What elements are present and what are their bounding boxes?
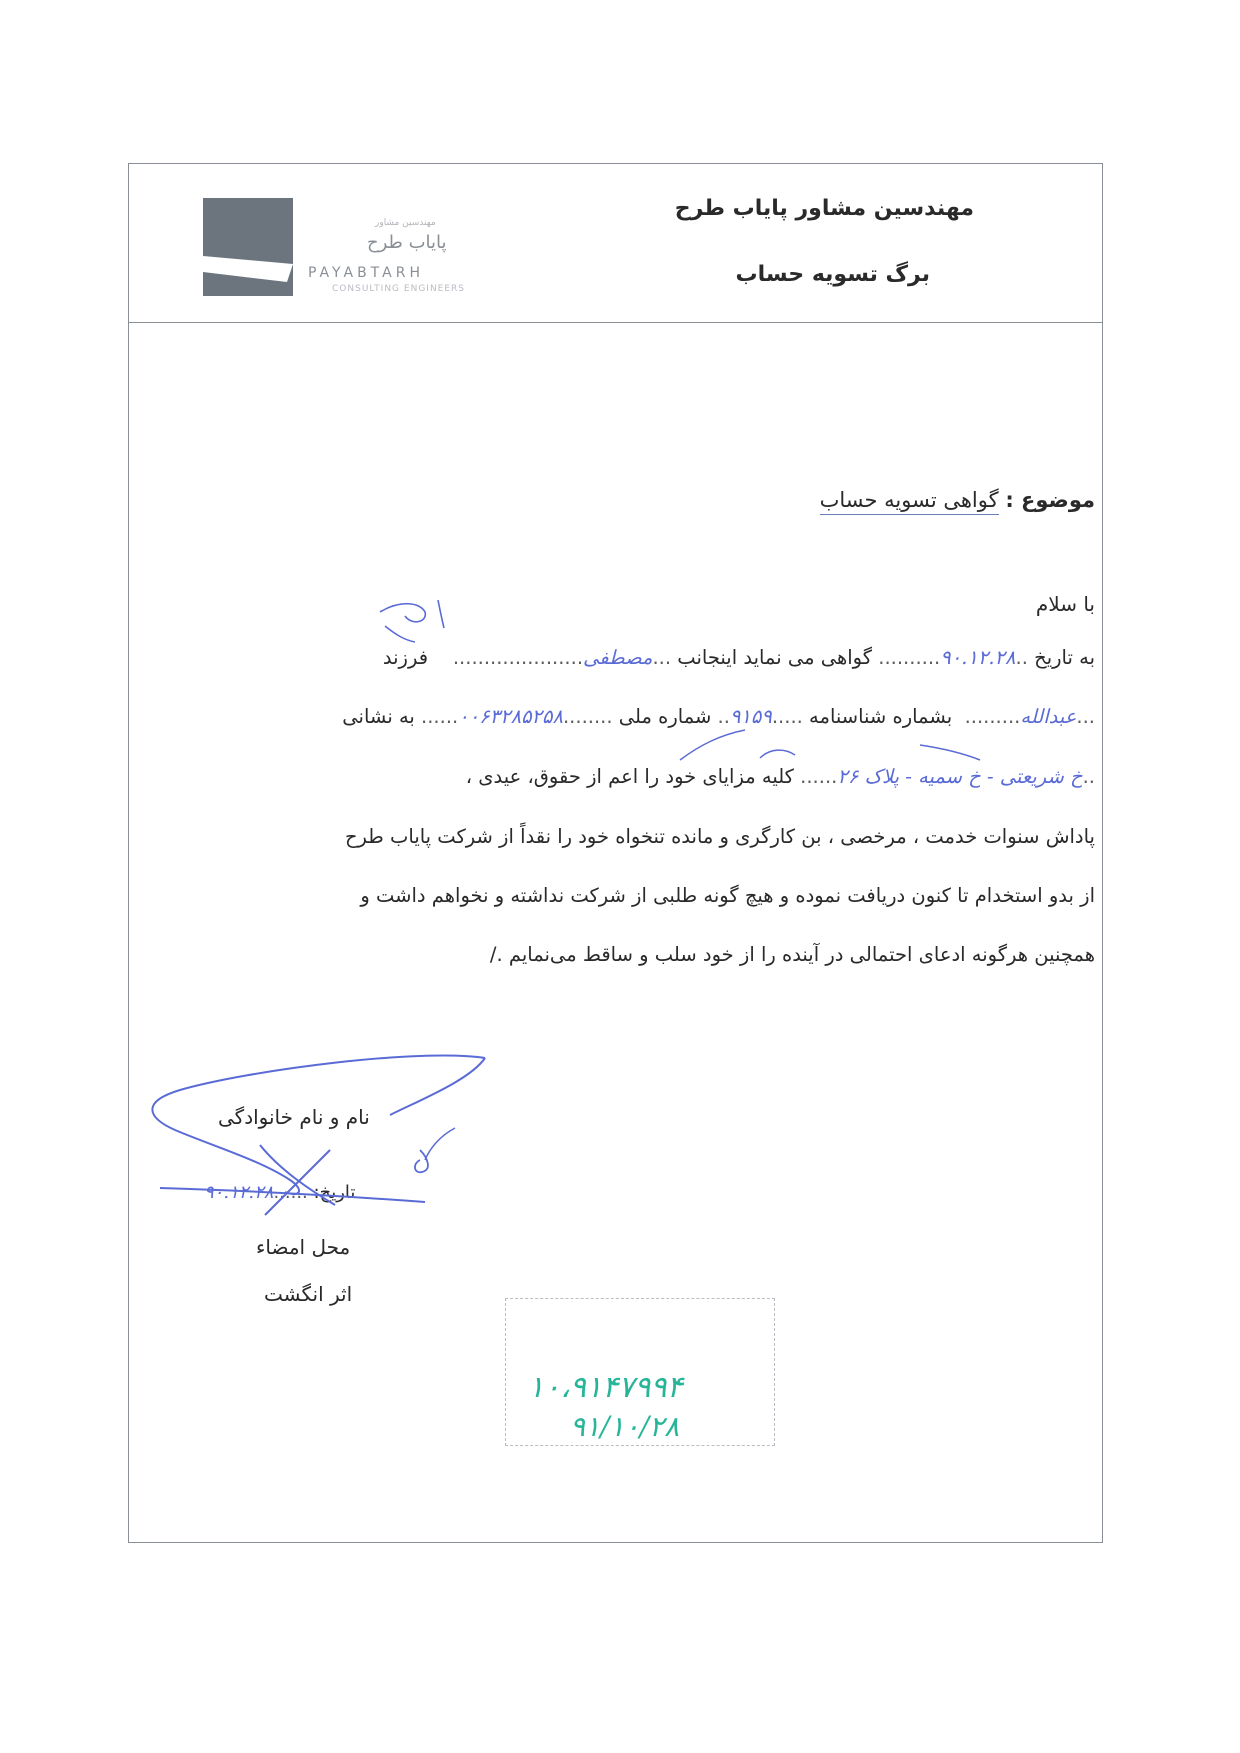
dots: ..................... [452, 646, 584, 669]
dots: ...... [273, 1182, 308, 1203]
stamp-number: ۱۰،۹۱۴۷۹۹۴ [528, 1370, 683, 1405]
dots: .. [717, 705, 730, 728]
handwritten-name: مصطفی [583, 646, 653, 669]
dots: .. [1082, 765, 1095, 788]
text: به نشانی [342, 705, 415, 728]
dots: ..... [771, 705, 803, 728]
subject-value: گواهی تسویه حساب [820, 488, 999, 515]
body-line-6: همچنین هرگونه ادعای احتمالی در آینده را از خود سلب و ساقط می‌نمایم ./ [489, 943, 1095, 966]
text: کلیه مزایای خود را اعم از حقوق، عیدی ، [465, 765, 794, 788]
body-line-5: از بدو استخدام تا کنون دریافت نموده و هیچ گونه طلبی از شرکت نداشته و نخواهم داشت و [360, 884, 1095, 907]
handwritten-father-name: عبدالله [1020, 705, 1077, 728]
handwritten-address: خ شریعتی - خ سمیه - پلاک ۲۶ [837, 765, 1083, 788]
body-line-4: پاداش سنوات خدمت ، مرخصی ، بن کارگری و مانده تنخواه خود را نقداً از شرکت پایاب طرح [344, 825, 1095, 848]
logo-name-fa: پایاب طرح [367, 232, 447, 253]
text: گواهی می نماید اینجانب [677, 646, 873, 669]
signature-name-label: نام و نام خانوادگی [218, 1105, 370, 1129]
signature-date-value: ۹۰.۱۲.۲۸ [204, 1182, 274, 1203]
dots: ...... [800, 765, 838, 788]
logo-subtitle: CONSULTING ENGINEERS [332, 284, 466, 294]
company-name: مهندسین مشاور پایاب طرح [674, 196, 974, 221]
text: شماره ملی [618, 705, 712, 728]
dots: ......... [964, 705, 1021, 728]
text: به تاریخ [1034, 646, 1095, 669]
logo-small-text: مهندسین مشاور [375, 218, 436, 228]
form-title: برگ تسویه حساب [735, 262, 930, 287]
text: فرزند [382, 646, 429, 669]
handwritten-date: ۹۰.۱۲.۲۸ [940, 646, 1016, 669]
signature-date-label: تاریخ: [313, 1182, 356, 1203]
handwritten-national-id: ۰۰۶۳۲۸۵۲۵۸ [458, 705, 563, 728]
dots: ...... [421, 705, 459, 728]
subject-label: موضوع : [1005, 488, 1095, 512]
handwritten-birth-cert: ۹۱۵۹ [729, 705, 772, 728]
signature-place-label: محل امضاء [256, 1235, 351, 1259]
text: بشماره شناسنامه [809, 705, 953, 728]
stamp-date: ۹۱/۱۰/۲۸ [570, 1410, 680, 1443]
dots: .......... [878, 646, 941, 669]
logo-name-en: PAYABTARH [308, 265, 424, 281]
greeting: با سلام [1035, 592, 1095, 616]
dots: .. [1015, 646, 1028, 669]
dots: ........ [562, 705, 613, 728]
fingerprint-label: اثر انگشت [264, 1282, 353, 1306]
dots: ... [1076, 705, 1095, 728]
dots: ... [652, 646, 672, 669]
